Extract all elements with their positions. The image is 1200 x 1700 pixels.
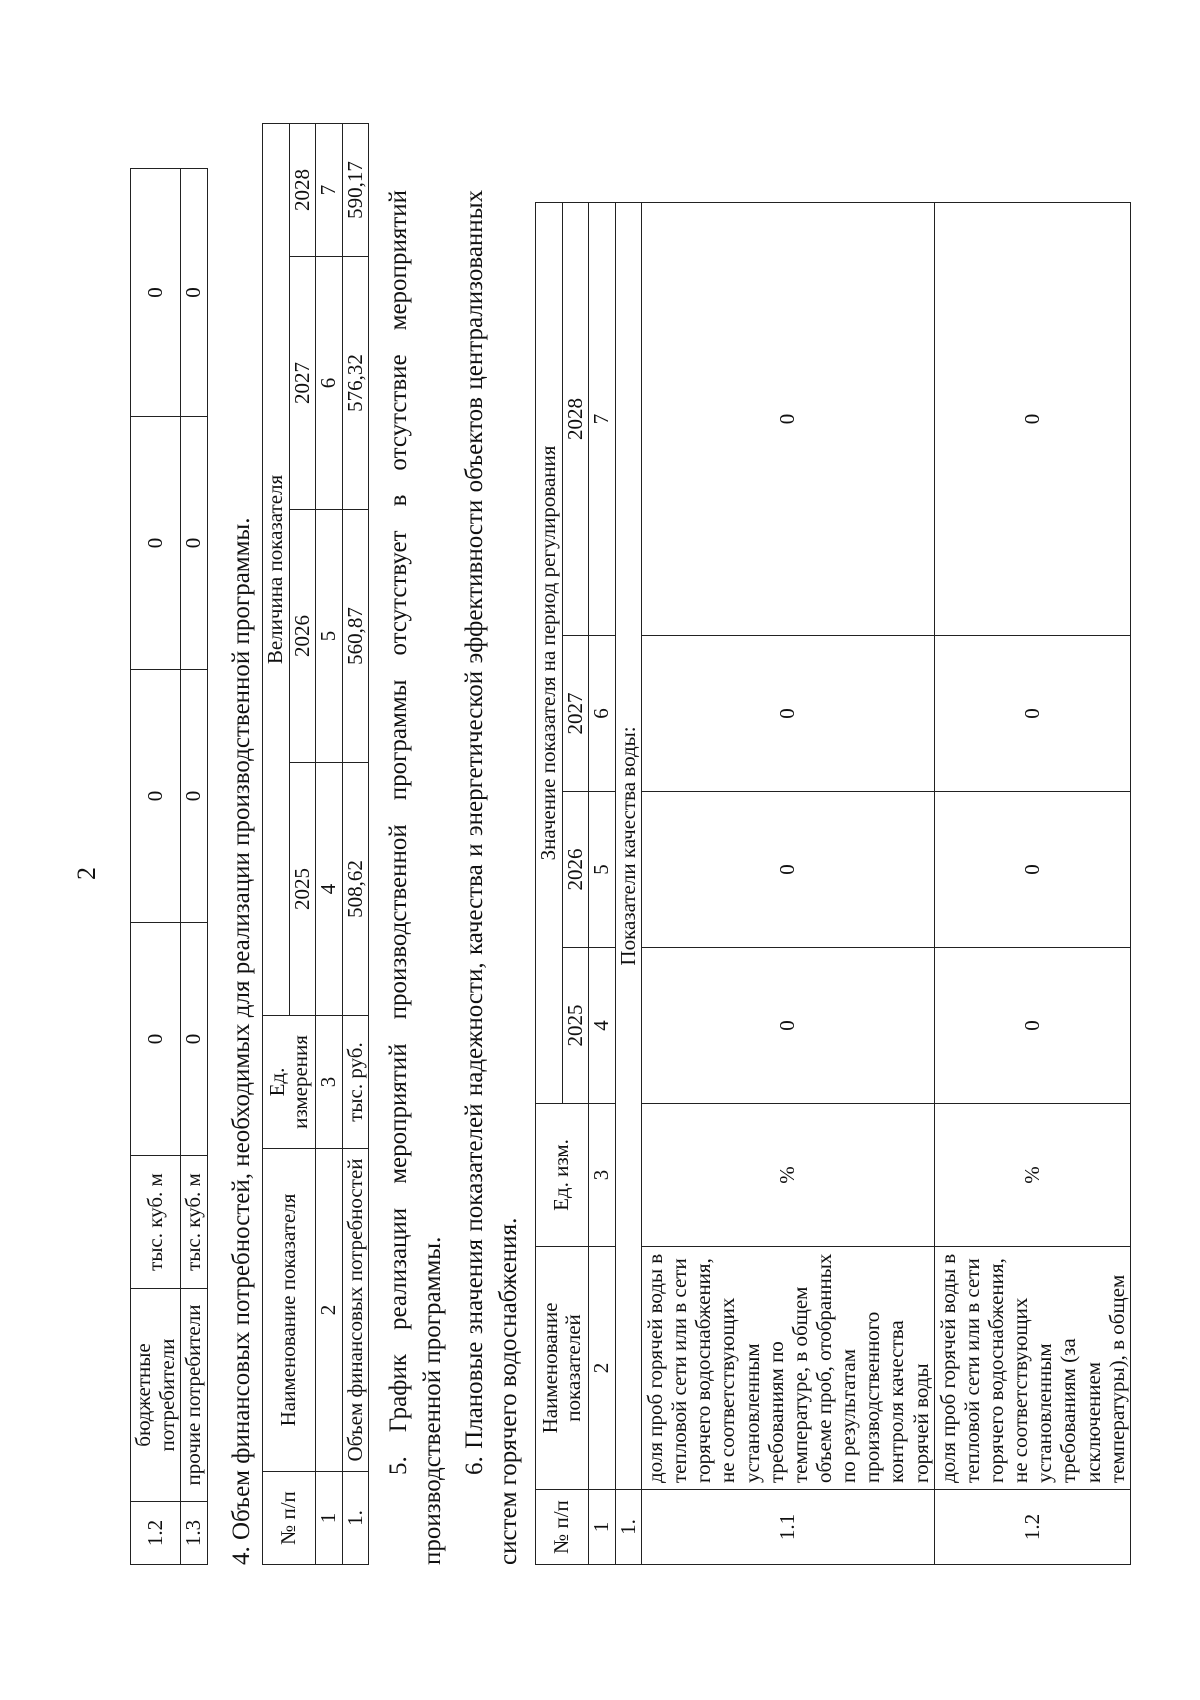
financial-needs-table	[262, 123, 369, 1565]
unit-cell: %	[642, 1104, 935, 1247]
table-row	[131, 169, 181, 1565]
row-number: 1.	[615, 1490, 642, 1565]
header-name: Наименование показателя	[263, 1149, 316, 1472]
unit-cell: тыс. куб. м	[181, 1156, 208, 1289]
consumer-name: бюджетные потребители	[131, 1289, 181, 1502]
row-number: 1.2	[934, 1490, 1130, 1565]
index-cell: 6	[316, 257, 343, 510]
index-cell: 4	[316, 763, 343, 1016]
group-row	[615, 203, 642, 1565]
value-cell: 0	[642, 203, 935, 636]
value-cell: 0	[131, 169, 181, 417]
header-year: 2025	[289, 763, 316, 1016]
value-cell: 0	[131, 417, 181, 670]
header-unit: Ед. изм.	[536, 1104, 589, 1247]
quality-indicators-table	[535, 202, 1131, 1565]
value-cell: 0	[934, 203, 1130, 636]
table-row	[181, 169, 208, 1565]
index-cell: 2	[316, 1149, 343, 1472]
index-cell: 6	[589, 636, 616, 792]
header-year: 2028	[562, 203, 589, 636]
value-cell: 560,87	[342, 510, 369, 763]
unit-cell: тыс. куб. м	[131, 1156, 181, 1289]
index-cell: 4	[589, 948, 616, 1104]
value-cell: 0	[131, 923, 181, 1156]
section-4-title: 4. Объем финансовых потребностей, необходимых для реализации производственной программы.	[228, 517, 255, 1565]
table-row	[642, 203, 935, 1565]
group-label: Показатели качества воды:	[615, 203, 642, 1490]
table-header-row	[263, 124, 290, 1565]
index-cell: 2	[589, 1247, 616, 1490]
header-magnitude: Величина показателя	[263, 124, 290, 1016]
value-cell: 0	[131, 670, 181, 923]
header-year: 2027	[289, 257, 316, 510]
header-num: № п/п	[263, 1472, 316, 1565]
header-year: 2026	[289, 510, 316, 763]
header-num: № п/п	[536, 1490, 589, 1565]
header-name: Наименование показателей	[536, 1247, 589, 1490]
indicator-name: доля проб горячей воды в тепловой сети или в сети горячего водоснабжения, не соответствующих установленным требованиям (за исключением температуры), в общем	[934, 1247, 1130, 1490]
table-header-row	[536, 203, 563, 1565]
row-number: 1.2	[131, 1502, 181, 1565]
index-cell: 5	[589, 792, 616, 948]
indicator-name: доля проб горячей воды в тепловой сети или в сети горячего водоснабжения, не соответствующих установленным требованиям по температуре, в общем объеме проб, отобранных по результатам производственного контроля качества горячей воды	[642, 1247, 935, 1490]
header-year: 2025	[562, 948, 589, 1104]
index-cell: 1	[316, 1472, 343, 1565]
table-row	[342, 124, 369, 1565]
consumer-name: прочие потребители	[181, 1289, 208, 1502]
unit-cell: тыс. руб.	[342, 1016, 369, 1149]
value-cell: 0	[934, 948, 1130, 1104]
value-cell: 0	[934, 636, 1130, 792]
value-cell: 0	[181, 169, 208, 417]
header-year: 2028	[289, 124, 316, 257]
value-cell: 0	[934, 792, 1130, 948]
header-year: 2027	[562, 636, 589, 792]
index-row	[589, 203, 616, 1565]
value-cell: 508,62	[342, 763, 369, 1016]
header-unit: Ед. измерения	[263, 1016, 316, 1149]
value-cell: 0	[642, 948, 935, 1104]
index-cell: 3	[316, 1016, 343, 1149]
value-cell: 0	[181, 417, 208, 670]
page-number: 2	[72, 867, 101, 880]
row-number: 1.3	[181, 1502, 208, 1565]
index-cell: 5	[316, 510, 343, 763]
value-cell: 0	[642, 636, 935, 792]
value-cell: 0	[181, 670, 208, 923]
index-cell: 7	[316, 124, 343, 257]
value-cell: 0	[181, 923, 208, 1156]
index-row	[316, 124, 343, 1565]
header-year: 2026	[562, 792, 589, 948]
index-cell: 1	[589, 1490, 616, 1565]
value-cell: 0	[642, 792, 935, 948]
indicator-name: Объем финансовых потребностей	[342, 1149, 369, 1472]
value-cell: 576,32	[342, 257, 369, 510]
table-row	[934, 203, 1130, 1565]
value-cell: 590,17	[342, 124, 369, 257]
unit-cell: %	[934, 1104, 1130, 1247]
section-5-text: 5. График реализации мероприятий производственной программы отсутствует в отсутствие мероприятий производственной программы.	[385, 190, 446, 1565]
section-6-title: 6. Плановые значения показателей надежности, качества и энергетической эффективности объектов централизованных систем горячего водоснабжения.	[461, 190, 522, 1565]
row-number: 1.1	[642, 1490, 935, 1565]
header-period: Значение показателя на период регулирования	[536, 203, 563, 1104]
consumers-table	[130, 168, 208, 1565]
index-cell: 3	[589, 1104, 616, 1247]
index-cell: 7	[589, 203, 616, 636]
row-number: 1.	[342, 1472, 369, 1565]
